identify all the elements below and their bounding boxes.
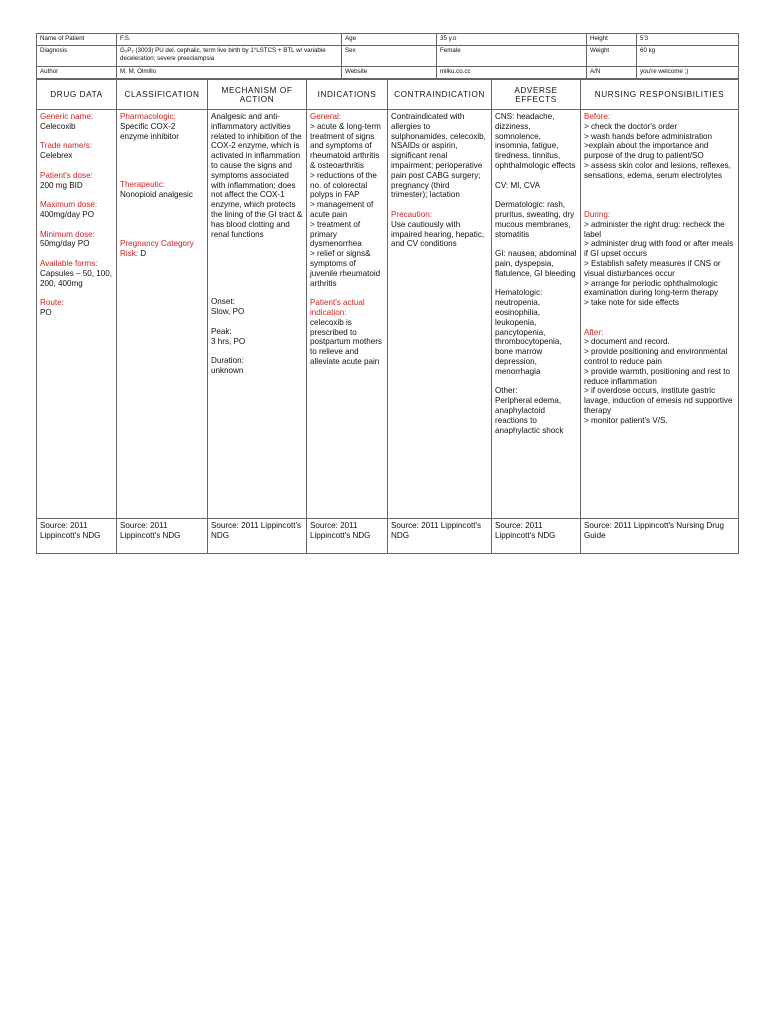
before-label: Before: xyxy=(584,112,611,121)
pharmacologic-label: Pharmacologic: xyxy=(120,112,176,121)
during-label: During: xyxy=(584,209,611,219)
min-dose: 50mg/day PO xyxy=(40,239,90,249)
duration: unknown xyxy=(211,365,244,375)
therapeutic-label: Therapeutic: xyxy=(120,180,165,190)
info-row xyxy=(37,67,739,79)
peak: 3 hrs, PO xyxy=(211,336,246,346)
info-label: Age xyxy=(342,34,437,46)
col-header-adverse-effects: ADVERSE EFFECTS xyxy=(492,80,581,110)
source-cell: Source: 2011 Lippincott's NDG xyxy=(388,519,492,554)
pregnancy-category: D xyxy=(140,248,147,258)
generic-name-label: Generic name: xyxy=(40,112,94,121)
source-cell: Source: 2011 Lippincott's NDG xyxy=(37,519,117,554)
pregnancy-label: Pregnancy Category Risk: xyxy=(120,238,194,258)
info-value: Female xyxy=(437,46,587,67)
drug-study-table xyxy=(36,79,739,554)
info-row xyxy=(37,34,739,46)
route: PO xyxy=(40,307,52,317)
after-list: > document and record. > provide positioning and environmental control to reduce pain > provide warmth, positioning and rest to reduce inflammation > if overdose occurs, institute gastric lavage, induction of emesis nd supportive therapy > monitor patient's V/S. xyxy=(584,337,733,425)
info-value: milku.co.cc xyxy=(437,67,587,79)
duration-label: Duration: xyxy=(211,356,244,366)
info-value: 35 y.o xyxy=(437,34,587,46)
col-header-nursing: NURSING RESPONSIBILITIES xyxy=(581,80,739,110)
content-row xyxy=(37,110,739,519)
header-row xyxy=(37,80,739,110)
col-header-contraindication: CONTRAINDICATION xyxy=(388,80,492,110)
onset: Slow, PO xyxy=(211,307,245,317)
pharmacologic: Specific COX-2 enzyme inhibitor xyxy=(120,121,179,141)
general-label: General: xyxy=(310,112,342,121)
nursing-cell xyxy=(581,110,739,519)
adverse-gi: GI: nausea, abdominal pain, dyspepsia, flatulence, GI bleeding xyxy=(495,249,577,278)
info-label: A/N xyxy=(587,67,637,79)
precaution: Use cautiously with impaired hearing, hepatic, and CV conditions xyxy=(391,219,485,249)
actual-indication-label: Patient's actual indication: xyxy=(310,298,365,317)
source-cell: Source: 2011 Lippincott's NDG xyxy=(117,519,208,554)
adverse-cv: CV: MI, CVA xyxy=(495,180,540,190)
contraindication-text: Contraindicated with allergies to sulphonamides, celecoxib, NSAIDs or aspirin, significant renal impairment; perioperative pain post CABG surgery; pregnancy (third trimester); lactation xyxy=(391,112,486,200)
pregnancy-risk xyxy=(120,239,204,259)
info-label: Diagnosis xyxy=(37,46,117,67)
forms: Capsules – 50, 100, 200, 400mg xyxy=(40,268,112,288)
min-dose-label: Minimum dose: xyxy=(40,229,95,239)
source-cell: Source: 2011 Lippincott's NDG xyxy=(208,519,307,554)
max-dose: 400mg/day PO xyxy=(40,209,94,219)
info-label: Height xyxy=(587,34,637,46)
trade-name: Celebrex xyxy=(40,151,73,161)
info-label: Author xyxy=(37,67,117,79)
adverse-cns: CNS: headache, dizziness, somnolence, insomnia, fatigue, tiredness, tinnitus, ophthalmologic effects xyxy=(495,112,576,170)
during-list: > administer the right drug: recheck the label > administer drug with food or after meals if GI upset occurs > Establish safety measures if CNS or visual disturbances occur > arrange for periodic ophthalmologic examination during long-term therapy > take note for side effects xyxy=(584,219,734,308)
trade-name-label: Trade name/s: xyxy=(40,141,92,151)
diagnosis-value: G₂P₂ (3003) PU del. cephalic, term live birth by 1°LSTCS + BTL w/ variable deceleration; severe preeclampsia xyxy=(117,46,342,67)
therapeutic: Nonopioid analgesic xyxy=(120,190,193,200)
patient-info-table xyxy=(36,33,739,79)
contraindication-cell xyxy=(388,110,492,519)
general-indications: > acute & long-term treatment of signs and symptoms of rheumatoid arthritis & osteoarthritis > reductions of the no. of colorectal polyps in FAP > management of acute pain > treatment of primary dysmenorrhea > relief or signs& symptoms of juvenile rheumatoid arthritis xyxy=(310,121,381,288)
max-dose-label: Maximum dose: xyxy=(40,200,98,210)
col-header-mechanism: MECHANISM OF ACTION xyxy=(208,80,307,110)
adverse-other: Other: Peripheral edema, anaphylactoid reactions to anaphylactic shock xyxy=(495,386,564,435)
mechanism-text: Analgesic and anti-inflammatory activities related to inhibition of the COX-2 enzyme, which is activated in inflammation to cause the signs and symptoms associated with inflammation; does not affect the COX-1 enzyme, which protects the lining of the GI tract & has blood clotting and renal functions xyxy=(211,112,303,239)
before-list: > check the doctor's order > wash hands before administration >explain about the importance and purpose of the drug to patient/SO > assess skin color and lesions, reflexes, sensations, edema, serum electrolytes xyxy=(584,121,731,180)
adverse-effects-cell xyxy=(492,110,581,519)
source-row xyxy=(37,519,739,554)
col-header-classification: CLASSIFICATION xyxy=(117,80,208,110)
drug-study-sheet xyxy=(36,33,738,554)
adverse-derm: Dermatologic: rash, pruritus, sweating, dry mucous membranes, stomatitis xyxy=(495,200,575,239)
drug-data-cell xyxy=(37,110,117,519)
source-cell: Source: 2011 Lippincott's NDG xyxy=(492,519,581,554)
source-cell: Source: 2011 Lippincott's NDG xyxy=(307,519,388,554)
info-label: Sex xyxy=(342,46,437,67)
info-value: you're welcome ;) xyxy=(637,67,739,79)
route-label: Route: xyxy=(40,298,64,308)
forms-label: Available forms: xyxy=(40,258,98,268)
generic-name: Celecoxib xyxy=(40,121,76,131)
peak-label: Peak: xyxy=(211,326,232,336)
onset-label: Onset: xyxy=(211,297,235,307)
info-label: Weight xyxy=(587,46,637,67)
indications-cell xyxy=(307,110,388,519)
info-row xyxy=(37,46,739,67)
after-label: After: xyxy=(584,327,604,337)
patient-dose-label: Patient's dose: xyxy=(40,170,93,180)
info-value: F.S. xyxy=(117,34,342,46)
mechanism-cell xyxy=(208,110,307,519)
info-value: M. M. Olmillo xyxy=(117,67,342,79)
patient-dose: 200 mg BID xyxy=(40,180,83,190)
info-label: Website xyxy=(342,67,437,79)
source-cell-nursing: Source: 2011 Lippincott's Nursing Drug Guide xyxy=(581,519,739,554)
info-label: Name of Patient xyxy=(37,34,117,46)
col-header-drug-data: DRUG DATA xyxy=(37,80,117,110)
info-value: 60 kg xyxy=(637,46,739,67)
info-value: 5'3 xyxy=(637,34,739,46)
precaution-label: Precaution: xyxy=(391,209,432,219)
col-header-indications: INDICATIONS xyxy=(307,80,388,110)
adverse-hema: Hematologic: neutropenia, eosinophilia, leukopenia, pancytopenia, thrombocytopenia, bone marrow depression, menorrhagia xyxy=(495,288,562,376)
actual-indication: celecoxib is prescribed to postpartum mothers to relieve and alleviate acute pain xyxy=(310,317,382,366)
classification-cell xyxy=(117,110,208,519)
